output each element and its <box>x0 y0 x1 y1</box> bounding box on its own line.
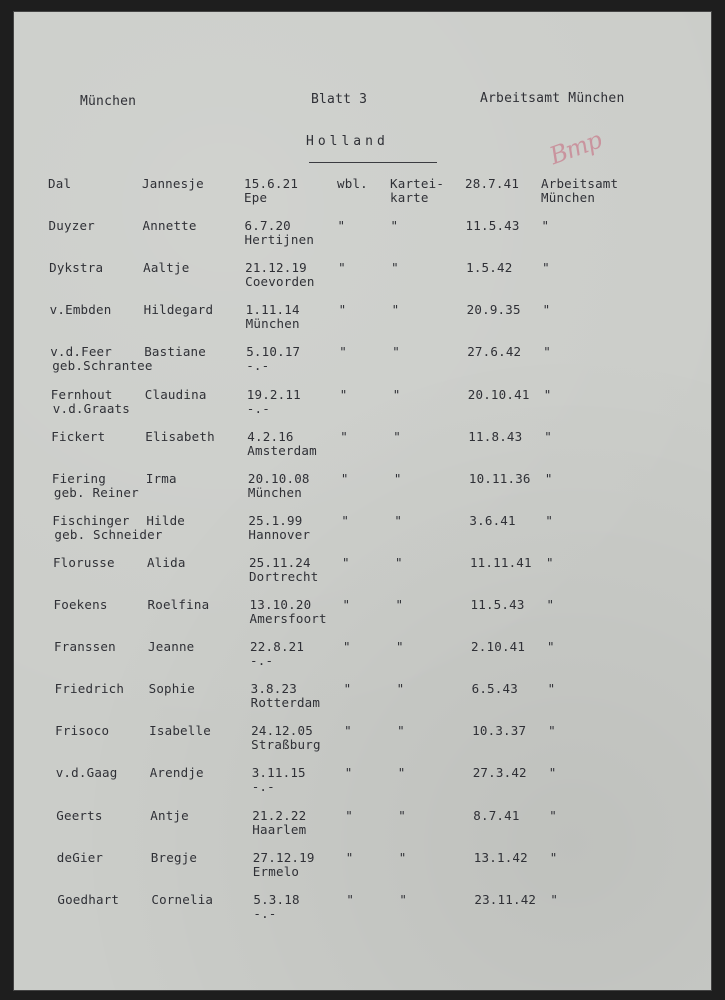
birth-place: Straßburg <box>251 737 321 753</box>
birth-date: 5.10.17 <box>246 344 301 360</box>
firstname: Bregje <box>150 849 198 865</box>
office: " <box>547 681 556 697</box>
document-page <box>14 12 711 990</box>
sex: " <box>337 218 346 234</box>
source: " <box>394 554 403 570</box>
source: " <box>396 639 404 655</box>
surname: Dykstra <box>49 260 104 276</box>
firstname: Isabelle <box>149 723 211 739</box>
sex: " <box>342 597 351 612</box>
surname: Foekens <box>53 597 108 612</box>
table-row <box>14 809 711 849</box>
table-row <box>14 640 711 680</box>
birth-date: 25.1.99 <box>248 512 303 528</box>
firstname: Hildegard <box>143 302 214 318</box>
sex: " <box>344 765 353 781</box>
registration-date: 10.11.36 <box>468 470 531 486</box>
surname: Franssen <box>54 639 116 655</box>
source-line2: karte <box>390 190 429 205</box>
office: " <box>548 765 557 781</box>
birth-place: München <box>247 484 302 500</box>
table-row <box>14 177 711 217</box>
office: " <box>542 302 551 318</box>
source: " <box>392 386 401 402</box>
birth-place: -.- <box>251 779 275 795</box>
birth-date: 4.2.16 <box>247 428 294 444</box>
birth-date: 13.10.20 <box>249 597 312 612</box>
office: " <box>544 428 553 444</box>
registration-date: 8.7.41 <box>473 807 520 823</box>
firstname: Arendje <box>149 765 204 781</box>
surname: Fernhout <box>50 386 113 402</box>
registration-date: 28.7.41 <box>465 176 520 191</box>
sex: " <box>340 470 349 486</box>
office: " <box>541 218 550 234</box>
firstname: Antje <box>150 807 189 823</box>
table-row <box>14 261 711 301</box>
firstname: Alida <box>146 554 186 570</box>
header-office: Arbeitsamt München <box>480 91 625 106</box>
firstname: Claudina <box>144 386 207 402</box>
birth-date: 25.11.24 <box>248 554 311 570</box>
table-row <box>14 851 711 891</box>
birth-date: 22.8.21 <box>250 639 305 655</box>
surname: Fischinger <box>52 512 130 528</box>
surname: Goedhart <box>57 891 120 907</box>
sex: " <box>339 386 348 402</box>
office: " <box>543 386 552 402</box>
table-row <box>14 893 711 933</box>
birth-place: Hannover <box>248 526 311 542</box>
surname: Geerts <box>56 807 103 823</box>
source: Kartei- <box>390 176 445 191</box>
table-row <box>14 345 711 385</box>
sex: " <box>343 639 351 655</box>
birth-place: Epe <box>244 190 268 205</box>
table-row <box>14 682 711 722</box>
firstname: Annette <box>142 218 197 234</box>
source: " <box>398 849 407 865</box>
birth-place: -.- <box>246 400 270 416</box>
birth-place: -.- <box>250 653 274 669</box>
birth-date: 24.12.05 <box>251 723 313 739</box>
birth-place: -.- <box>253 905 277 921</box>
firstname: Hilde <box>146 512 186 528</box>
birth-place: Haarlem <box>252 821 307 837</box>
table-row <box>14 724 711 764</box>
birth-place: Dortrecht <box>248 568 319 584</box>
table-row <box>14 766 711 806</box>
source: " <box>390 218 399 234</box>
source: " <box>395 597 404 612</box>
birth-place: Coevorden <box>245 274 315 290</box>
firstname: Elisabeth <box>145 428 215 444</box>
table-row <box>14 598 711 638</box>
source: " <box>399 891 408 907</box>
surname: Frisoco <box>55 723 110 739</box>
table-row <box>14 303 711 343</box>
registration-date: 13.1.42 <box>473 849 528 865</box>
table-row <box>14 430 711 470</box>
source: " <box>394 512 403 528</box>
surname-line2: geb.Schrantee <box>52 358 153 374</box>
sex: " <box>344 723 352 739</box>
source: " <box>396 681 405 697</box>
surname: v.Embden <box>49 302 112 318</box>
office: " <box>548 723 556 739</box>
handwritten-initials-stamp: Bmp <box>545 125 605 171</box>
sex: " <box>340 428 349 444</box>
firstname: Bastiane <box>144 344 206 360</box>
birth-date: 5.3.18 <box>253 891 300 907</box>
birth-date: 1.11.14 <box>245 302 300 318</box>
birth-date: 27.12.19 <box>252 849 315 865</box>
registration-date: 11.5.43 <box>465 218 520 234</box>
office: " <box>546 597 555 612</box>
table-row <box>14 556 711 596</box>
table-row <box>14 514 711 554</box>
registration-date: 27.3.42 <box>472 765 527 781</box>
birth-date: 20.10.08 <box>247 470 310 486</box>
surname: Friedrich <box>54 681 125 697</box>
office: " <box>549 849 558 865</box>
page-title: Holland <box>306 134 389 149</box>
registration-date: 11.11.41 <box>469 554 532 570</box>
firstname: Aaltje <box>143 260 190 276</box>
birth-place: Hertijnen <box>244 232 315 248</box>
sex: " <box>346 891 355 907</box>
office: " <box>544 470 553 486</box>
birth-date: 3.11.15 <box>251 765 306 781</box>
surname: v.d.Gaag <box>55 765 118 781</box>
birth-date: 3.8.23 <box>250 681 297 697</box>
sex: " <box>341 512 350 528</box>
sex: " <box>341 554 350 570</box>
registration-date: 6.5.43 <box>471 681 518 697</box>
birth-date: 21.2.22 <box>252 807 307 823</box>
source: " <box>392 344 400 360</box>
birth-place: Amersfoort <box>249 611 327 626</box>
surname: Fickert <box>51 428 106 444</box>
sex: " <box>343 681 352 697</box>
surname-line2: geb. Schneider <box>54 526 163 542</box>
sex: wbl. <box>337 176 368 191</box>
surname-line2: geb. Reiner <box>53 484 139 500</box>
office-line2: München <box>541 190 596 205</box>
firstname: Cornelia <box>151 891 214 907</box>
office: " <box>545 512 554 528</box>
sex: " <box>345 807 353 823</box>
registration-date: 2.10.41 <box>471 639 526 655</box>
surname: Fiering <box>51 470 106 486</box>
birth-place: Amsterdam <box>247 442 317 458</box>
sex: " <box>338 302 347 318</box>
firstname: Irma <box>145 470 177 486</box>
sex: " <box>345 849 354 865</box>
registration-date: 27.6.42 <box>467 344 522 360</box>
table-row <box>14 219 711 259</box>
firstname: Sophie <box>148 681 195 697</box>
office: Arbeitsamt <box>541 176 619 191</box>
birth-place: -.- <box>246 358 270 374</box>
firstname: Roelfina <box>147 597 210 612</box>
surname: Duyzer <box>48 218 95 234</box>
registration-date: 11.5.43 <box>470 597 525 612</box>
office: " <box>547 639 555 655</box>
surname-line2: v.d.Graats <box>52 400 131 416</box>
source: " <box>391 302 400 318</box>
registration-date: 20.10.41 <box>467 386 530 402</box>
source: " <box>393 428 402 444</box>
registration-date: 23.11.42 <box>474 891 537 907</box>
source: " <box>393 470 402 486</box>
source: " <box>397 723 405 739</box>
registration-date: 11.8.43 <box>468 428 523 444</box>
surname: Florusse <box>52 554 115 570</box>
office: " <box>545 554 554 570</box>
surname: deGier <box>56 849 104 865</box>
birth-place: München <box>245 316 300 332</box>
surname: v.d.Feer <box>50 344 112 360</box>
registration-date: 10.3.37 <box>472 723 527 739</box>
office: " <box>542 260 550 276</box>
source: " <box>397 765 406 781</box>
source: " <box>391 260 399 276</box>
header-sheet-number: Blatt 3 <box>311 92 368 107</box>
birth-date: 21.12.19 <box>245 260 307 276</box>
sex: " <box>338 260 346 276</box>
header-city: München <box>80 94 137 109</box>
office: " <box>550 891 559 907</box>
birth-place: Rotterdam <box>250 695 321 711</box>
registration-date: 1.5.42 <box>466 260 513 276</box>
birth-date: 6.7.20 <box>244 218 291 234</box>
firstname: Jeanne <box>148 639 195 655</box>
registration-date: 20.9.35 <box>466 302 521 318</box>
office: " <box>549 807 557 823</box>
title-underline <box>309 162 437 163</box>
firstname: Jannesje <box>142 176 204 191</box>
table-row <box>14 388 711 428</box>
source: " <box>398 807 406 823</box>
birth-date: 19.2.11 <box>246 386 301 402</box>
registration-date: 3.6.41 <box>469 512 516 528</box>
birth-place: Ermelo <box>252 863 300 879</box>
table-row <box>14 472 711 512</box>
sex: " <box>339 344 347 360</box>
office: " <box>543 344 551 360</box>
surname: Dal <box>48 176 72 191</box>
birth-date: 15.6.21 <box>244 176 299 191</box>
